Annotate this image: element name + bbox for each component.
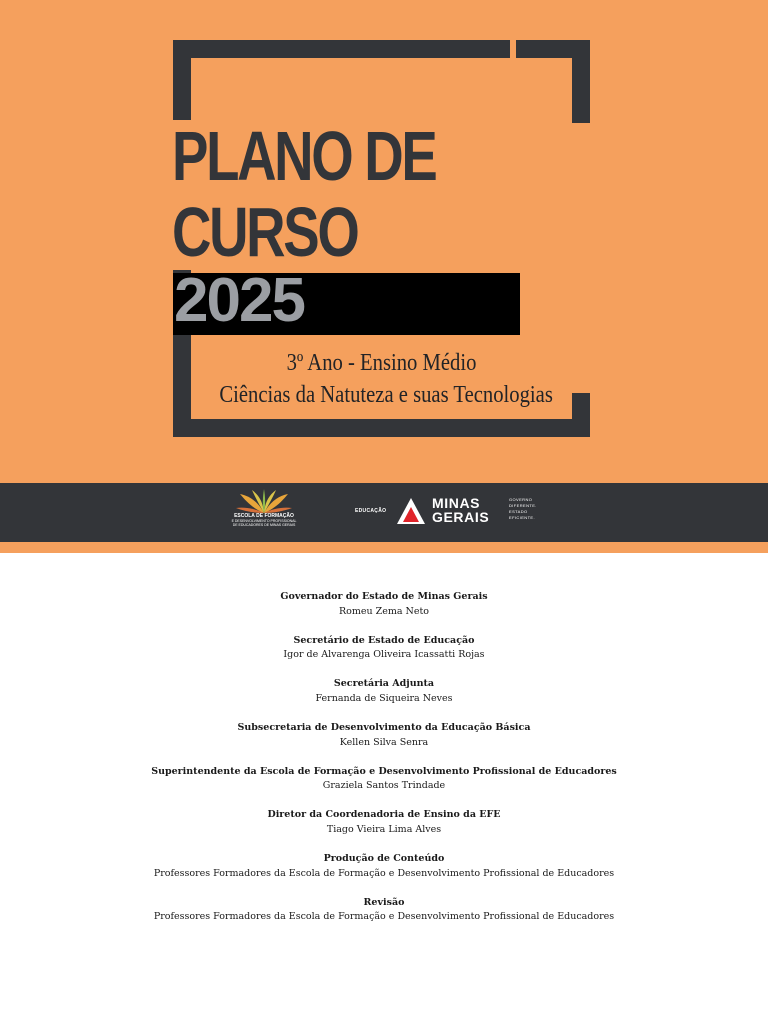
credit-name: Igor de Alvarenga Oliveira Icassatti Rojas	[283, 649, 485, 661]
credit-item	[0, 677, 768, 706]
title-line-1: PLANO DE	[172, 117, 436, 195]
efe-line-1: ESCOLA DE FORMAÇÃO	[234, 513, 294, 519]
gov-line-3: ESTADO	[509, 509, 528, 514]
government-tagline	[509, 497, 537, 521]
credit-item	[0, 590, 768, 619]
credit-role: Produção de Conteúdo	[323, 853, 445, 865]
credit-role: Revisão	[363, 896, 405, 908]
frame-gap-right	[570, 123, 592, 393]
credit-item	[0, 634, 768, 663]
efe-line-2: E DESENVOLVIMENTO PROFISSIONAL	[231, 519, 297, 523]
triangle-logo-icon	[396, 497, 426, 525]
credit-role: Superintendente da Escola de Formação e Desenvolvimento Profissional de Educadores	[151, 765, 617, 777]
credit-name: Tiago Vieira Lima Alves	[326, 823, 442, 835]
book-leaves-icon	[228, 488, 300, 534]
credit-name: Romeu Zema Neto	[338, 605, 430, 617]
cover-subtitle-grade: 3º Ano - Ensino Médio	[286, 350, 477, 376]
title-line-2: CURSO	[172, 193, 358, 271]
credit-role: Governador do Estado de Minas Gerais	[280, 591, 488, 602]
credit-name: Fernanda de Siqueira Neves	[315, 692, 453, 704]
credit-item	[0, 765, 768, 794]
credit-role: Subsecretaria de Desenvolvimento da Educação Básica	[237, 722, 531, 734]
cover-title	[172, 118, 435, 270]
minas-line: MINAS	[432, 495, 481, 511]
cover-year: 2025	[174, 266, 304, 335]
credit-role: Secretário de Estado de Educação	[293, 634, 475, 646]
gov-line-2: DIFERENTE.	[509, 503, 537, 508]
credit-item	[0, 852, 768, 881]
credits-list	[0, 590, 768, 940]
minas-gerais-wordmark	[432, 496, 489, 524]
credit-name: Professores Formadores da Escola de Formação e Desenvolvimento Profissional de Educadores	[153, 867, 615, 879]
credit-item	[0, 808, 768, 837]
cover-subtitle-area: Ciências da Natuteza e suas Tecnologias	[219, 382, 553, 408]
efe-logo-text	[226, 513, 302, 527]
credit-item	[0, 896, 768, 925]
gov-line-4: EFICIENTE.	[509, 515, 536, 520]
education-label: EDUCAÇÃO	[355, 508, 387, 514]
credit-item	[0, 721, 768, 750]
frame-gap-top	[510, 38, 516, 60]
credit-role: Secretária Adjunta	[333, 678, 435, 690]
credit-name: Graziela Santos Trindade	[322, 780, 446, 792]
gov-line-1: GOVERNO	[509, 497, 533, 502]
efe-line-3: DE EDUCADORES DE MINAS GERAIS	[232, 523, 296, 527]
credit-name: Kellen Silva Senra	[339, 736, 429, 748]
credit-role: Diretor da Coordenadoria de Ensino da EFE	[267, 809, 501, 821]
gerais-line: GERAIS	[432, 509, 490, 525]
credit-name: Professores Formadores da Escola de Formação e Desenvolvimento Profissional de Educadores	[153, 911, 615, 923]
